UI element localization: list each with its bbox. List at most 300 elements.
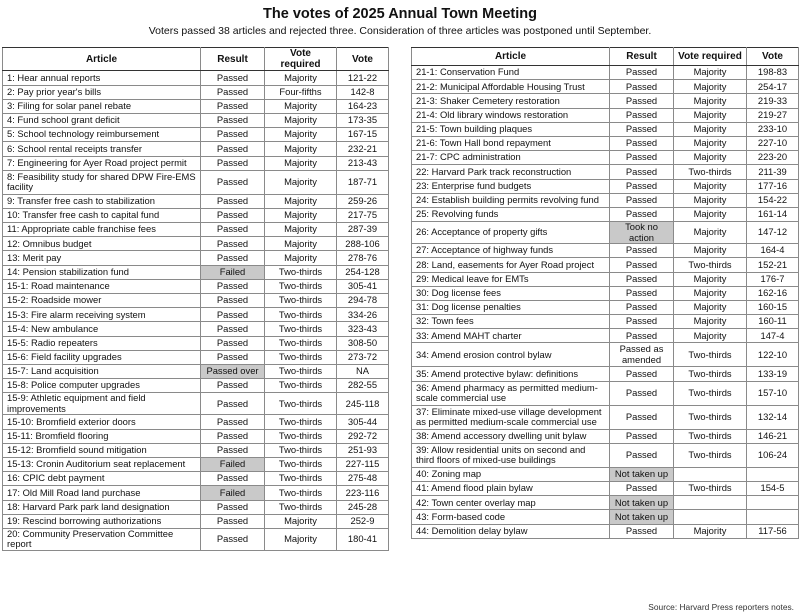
article-cell: 38: Amend accessory dwelling unit bylaw [412,429,610,443]
vote-cell: 167-15 [337,128,389,142]
article-cell: 41: Amend flood plain bylaw [412,482,610,496]
vote-required-cell: Two-thirds [674,165,747,179]
table-row [412,165,799,179]
article-cell: 15-10: Bromfield exterior doors [3,415,201,429]
table-row [412,429,799,443]
table-row [3,393,389,415]
header-article: Article [412,48,610,66]
vote-required-cell: Two-thirds [674,405,747,429]
table-row [3,429,389,443]
article-cell: 1: Hear annual reports [3,71,201,85]
vote-required-cell: Two-thirds [674,429,747,443]
vote-required-cell: Majority [674,286,747,300]
table-row [3,142,389,156]
result-cell: Passed [201,128,265,142]
article-cell: 6: School rental receipts transfer [3,142,201,156]
article-cell: 21-2: Municipal Affordable Housing Trust [412,80,610,94]
table-header-row [3,48,389,71]
article-cell: 21-7: CPC administration [412,151,610,165]
vote-cell: 305-41 [337,279,389,293]
article-cell: 24: Establish building permits revolving fund [412,193,610,207]
table-row [412,122,799,136]
result-cell: Passed [201,443,265,457]
article-cell: 15-1: Road maintenance [3,279,201,293]
result-cell: Passed [610,315,674,329]
table-row [3,472,389,486]
table-row [3,251,389,265]
vote-required-cell: Majority [674,193,747,207]
source-note: Source: Harvard Press reporters notes. [648,602,794,612]
article-cell: 3: Filing for solar panel rebate [3,99,201,113]
result-cell: Passed [610,151,674,165]
vote-required-cell: Two-thirds [265,429,337,443]
votes-table-left [2,47,389,551]
result-cell: Passed [610,443,674,467]
vote-cell: 133-19 [747,367,799,381]
table-row [3,128,389,142]
vote-cell: 213-43 [337,156,389,170]
vote-required-cell: Four-fifths [265,85,337,99]
vote-required-cell: Majority [674,151,747,165]
vote-cell: 173-35 [337,113,389,127]
vote-cell: 251-93 [337,443,389,457]
vote-cell: 219-33 [747,94,799,108]
header-article: Article [3,48,201,71]
header-vote-required: Vote required [265,48,337,71]
vote-required-cell: Two-thirds [265,364,337,378]
article-cell: 15-4: New ambulance [3,322,201,336]
vote-required-cell: Two-thirds [265,443,337,457]
vote-cell: 252-9 [337,514,389,528]
article-cell: 13: Merit pay [3,251,201,265]
table-row [3,85,389,99]
result-cell: Passed [201,528,265,550]
result-cell: Passed [610,94,674,108]
article-cell: 31: Dog license penalties [412,300,610,314]
article-cell: 5: School technology reimbursement [3,128,201,142]
table-row [3,99,389,113]
article-cell: 16: CPIC debt payment [3,472,201,486]
vote-cell: 219-27 [747,108,799,122]
vote-required-cell: Majority [674,244,747,258]
result-cell: Passed [201,429,265,443]
table-row [3,528,389,550]
result-cell: Passed [201,514,265,528]
result-cell: Passed [610,405,674,429]
result-cell: Passed [610,381,674,405]
article-cell: 28: Land, easements for Ayer Road project [412,258,610,272]
vote-cell: 334-26 [337,308,389,322]
table-row [412,405,799,429]
article-cell: 27: Acceptance of highway funds [412,244,610,258]
article-cell: 23: Enterprise fund budgets [412,179,610,193]
table-row [3,364,389,378]
vote-required-cell: Two-thirds [265,322,337,336]
vote-required-cell: Majority [265,170,337,194]
table-row [412,286,799,300]
result-cell: Passed over [201,364,265,378]
vote-cell: 122-10 [747,343,799,367]
article-cell: 40: Zoning map [412,467,610,481]
table-row [412,482,799,496]
article-cell: 39: Allow residential units on second and third floors of mixed-use buildings [412,443,610,467]
vote-required-cell: Two-thirds [265,350,337,364]
vote-cell: 154-22 [747,193,799,207]
result-cell: Took no action [610,222,674,244]
vote-cell: 233-10 [747,122,799,136]
vote-cell: 147-4 [747,329,799,343]
vote-required-cell: Two-thirds [265,279,337,293]
vote-required-cell: Majority [674,524,747,538]
table-row [412,193,799,207]
vote-required-cell: Two-thirds [265,393,337,415]
article-cell: 10: Transfer free cash to capital fund [3,208,201,222]
vote-required-cell: Two-thirds [265,265,337,279]
table-row [3,223,389,237]
vote-cell: 223-20 [747,151,799,165]
article-cell: 21-4: Old library windows restoration [412,108,610,122]
vote-required-cell: Majority [265,128,337,142]
article-cell: 21-5: Town building plaques [412,122,610,136]
table-row [412,329,799,343]
table-row [3,350,389,364]
result-cell: Passed [201,336,265,350]
result-cell: Passed [610,482,674,496]
table-row [412,343,799,367]
table-row [412,367,799,381]
table-row [412,207,799,221]
vote-required-cell: Two-thirds [265,379,337,393]
vote-required-cell: Two-thirds [265,336,337,350]
result-cell: Failed [201,457,265,471]
table-row [3,486,389,500]
result-cell: Passed [610,193,674,207]
table-row [412,524,799,538]
article-cell: 44: Demolition delay bylaw [412,524,610,538]
article-cell: 17: Old Mill Road land purchase [3,486,201,500]
vote-required-cell [674,496,747,510]
vote-cell: 211-39 [747,165,799,179]
vote-required-cell: Two-thirds [674,343,747,367]
vote-cell: 232-21 [337,142,389,156]
article-cell: 14: Pension stabilization fund [3,265,201,279]
vote-cell: 164-23 [337,99,389,113]
table-row [412,136,799,150]
vote-required-cell: Majority [674,300,747,314]
table-row [3,279,389,293]
result-cell: Passed [610,272,674,286]
vote-cell: 187-71 [337,170,389,194]
result-cell: Passed [610,66,674,80]
vote-cell: 164-4 [747,244,799,258]
vote-required-cell: Majority [674,94,747,108]
table-row [412,108,799,122]
table-row [412,381,799,405]
result-cell: Passed [610,165,674,179]
result-cell: Passed [201,472,265,486]
vote-required-cell: Two-thirds [674,443,747,467]
vote-required-cell: Two-thirds [265,472,337,486]
result-cell: Passed [610,300,674,314]
result-cell: Passed [201,208,265,222]
article-cell: 15-12: Bromfield sound mitigation [3,443,201,457]
vote-required-cell: Two-thirds [674,482,747,496]
article-cell: 15-3: Fire alarm receiving system [3,308,201,322]
table-row [3,514,389,528]
vote-required-cell: Majority [265,194,337,208]
result-cell: Passed [201,251,265,265]
table-row [412,443,799,467]
vote-cell: 259-26 [337,194,389,208]
table-row [412,94,799,108]
vote-required-cell: Two-thirds [265,294,337,308]
header-vote-required: Vote required [674,48,747,66]
vote-required-cell: Two-thirds [265,486,337,500]
table-row [3,457,389,471]
result-cell: Passed [201,294,265,308]
table-row [3,336,389,350]
result-cell: Passed as amended [610,343,674,367]
vote-cell: 152-21 [747,258,799,272]
vote-cell: 121-22 [337,71,389,85]
vote-cell: 142-8 [337,85,389,99]
article-cell: 35: Amend protective bylaw: definitions [412,367,610,381]
vote-cell: 245-118 [337,393,389,415]
table-row [3,294,389,308]
vote-cell: 147-12 [747,222,799,244]
article-cell: 43: Form-based code [412,510,610,524]
article-cell: 7: Engineering for Ayer Road project permit [3,156,201,170]
table-row [3,443,389,457]
vote-cell: 323-43 [337,322,389,336]
article-cell: 32: Town fees [412,315,610,329]
vote-required-cell: Majority [265,237,337,251]
article-cell: 26: Acceptance of property gifts [412,222,610,244]
vote-cell: 227-115 [337,457,389,471]
vote-cell: 154-5 [747,482,799,496]
vote-required-cell: Two-thirds [674,258,747,272]
vote-cell: 217-75 [337,208,389,222]
article-cell: 21-1: Conservation Fund [412,66,610,80]
result-cell: Passed [610,258,674,272]
result-cell: Passed [201,85,265,99]
article-cell: 12: Omnibus budget [3,237,201,251]
vote-cell: 288-106 [337,237,389,251]
article-cell: 33: Amend MAHT charter [412,329,610,343]
vote-required-cell [674,510,747,524]
result-cell: Passed [610,367,674,381]
header-result: Result [610,48,674,66]
article-cell: 15-7: Land acquisition [3,364,201,378]
vote-required-cell: Majority [265,528,337,550]
vote-cell: 287-39 [337,223,389,237]
result-cell: Passed [610,329,674,343]
vote-cell [747,510,799,524]
result-cell: Passed [201,322,265,336]
article-cell: 25: Revolving funds [412,207,610,221]
result-cell: Passed [201,379,265,393]
result-cell: Passed [201,350,265,364]
table-row [412,510,799,524]
vote-cell: 146-21 [747,429,799,443]
article-cell: 15-6: Field facility upgrades [3,350,201,364]
vote-required-cell: Two-thirds [265,308,337,322]
vote-cell: 245-28 [337,500,389,514]
table-row [3,308,389,322]
table-row [3,170,389,194]
table-row [412,66,799,80]
article-cell: 15-8: Police computer upgrades [3,379,201,393]
article-cell: 42: Town center overlay map [412,496,610,510]
result-cell: Passed [201,71,265,85]
vote-cell: 177-16 [747,179,799,193]
vote-required-cell: Majority [265,251,337,265]
vote-required-cell: Majority [674,207,747,221]
article-cell: 8: Feasibility study for shared DPW Fire-EMS facility [3,170,201,194]
article-cell: 2: Pay prior year's bills [3,85,201,99]
article-cell: 15-5: Radio repeaters [3,336,201,350]
result-cell: Passed [610,524,674,538]
vote-required-cell: Majority [674,329,747,343]
table-row [3,500,389,514]
vote-required-cell [674,467,747,481]
vote-cell: 117-56 [747,524,799,538]
header-vote: Vote [747,48,799,66]
result-cell: Passed [610,429,674,443]
vote-required-cell: Majority [674,179,747,193]
result-cell: Passed [201,393,265,415]
article-cell: 9: Transfer free cash to stabilization [3,194,201,208]
vote-required-cell: Majority [674,222,747,244]
result-cell: Failed [201,265,265,279]
article-cell: 36: Amend pharmacy as permitted medium-scale commercial use [412,381,610,405]
result-cell: Not taken up [610,467,674,481]
article-cell: 21-6: Town Hall bond repayment [412,136,610,150]
article-cell: 18: Harvard Park park land designation [3,500,201,514]
vote-cell: 294-78 [337,294,389,308]
result-cell: Passed [201,194,265,208]
vote-cell: 278-76 [337,251,389,265]
vote-cell: 161-14 [747,207,799,221]
vote-cell: 198-83 [747,66,799,80]
vote-required-cell: Two-thirds [674,381,747,405]
table-row [412,80,799,94]
result-cell: Passed [201,156,265,170]
vote-required-cell: Majority [674,272,747,286]
result-cell: Passed [201,279,265,293]
vote-required-cell: Majority [674,66,747,80]
vote-cell: 162-16 [747,286,799,300]
vote-required-cell: Two-thirds [265,500,337,514]
article-cell: 34: Amend erosion control bylaw [412,343,610,367]
page-subtitle: Voters passed 38 articles and rejected three. Consideration of three articles was postponed until September. [148,25,652,37]
vote-cell: 273-72 [337,350,389,364]
vote-cell: 254-128 [337,265,389,279]
vote-cell: 227-10 [747,136,799,150]
vote-required-cell: Majority [674,315,747,329]
votes-table-right [411,47,799,539]
vote-required-cell: Majority [265,113,337,127]
vote-cell: 176-7 [747,272,799,286]
header-vote: Vote [337,48,389,71]
article-cell: 30: Dog license fees [412,286,610,300]
vote-required-cell: Majority [265,208,337,222]
vote-cell: 275-48 [337,472,389,486]
article-cell: 15-9: Athletic equipment and field improvements [3,393,201,415]
vote-cell [747,496,799,510]
vote-required-cell: Majority [674,80,747,94]
table-row [3,237,389,251]
page-title: The votes of 2025 Annual Town Meeting [263,6,537,22]
article-cell: 15-13: Cronin Auditorium seat replacement [3,457,201,471]
vote-cell: 292-72 [337,429,389,443]
table-row [3,265,389,279]
vote-required-cell: Two-thirds [265,415,337,429]
vote-required-cell: Majority [265,99,337,113]
article-cell: 29: Medical leave for EMTs [412,272,610,286]
result-cell: Passed [201,142,265,156]
vote-required-cell: Majority [265,156,337,170]
table-row [412,151,799,165]
table-row [412,244,799,258]
table-row [412,222,799,244]
vote-cell: 254-17 [747,80,799,94]
vote-cell: 106-24 [747,443,799,467]
vote-required-cell: Majority [674,108,747,122]
vote-cell: 132-14 [747,405,799,429]
article-cell: 20: Community Preservation Committee report [3,528,201,550]
table-row [412,467,799,481]
table-row [3,194,389,208]
result-cell: Passed [610,136,674,150]
vote-required-cell: Majority [265,142,337,156]
result-cell: Passed [201,99,265,113]
vote-required-cell: Majority [674,136,747,150]
result-cell: Passed [610,207,674,221]
vote-cell: 157-10 [747,381,799,405]
result-cell: Passed [201,223,265,237]
table-row [3,113,389,127]
vote-required-cell: Majority [674,122,747,136]
vote-cell: 223-116 [337,486,389,500]
result-cell: Passed [201,415,265,429]
table-row [3,208,389,222]
vote-cell: 160-15 [747,300,799,314]
table-row [412,258,799,272]
result-cell: Passed [610,80,674,94]
table-row [412,496,799,510]
result-cell: Passed [201,308,265,322]
result-cell: Passed [201,113,265,127]
table-row [412,179,799,193]
vote-cell: 282-55 [337,379,389,393]
result-cell: Passed [201,237,265,251]
table-row [3,379,389,393]
result-cell: Passed [610,122,674,136]
vote-required-cell: Majority [265,514,337,528]
vote-cell: 308-50 [337,336,389,350]
vote-cell: 180-41 [337,528,389,550]
table-header-row [412,48,799,66]
vote-cell: 305-44 [337,415,389,429]
result-cell: Passed [610,244,674,258]
table-row [412,315,799,329]
article-cell: 22: Harvard Park track reconstruction [412,165,610,179]
article-cell: 19: Rescind borrowing authorizations [3,514,201,528]
result-cell: Passed [201,170,265,194]
article-cell: 37: Eliminate mixed-use village development as permitted medium-scale commercial use [412,405,610,429]
result-cell: Not taken up [610,510,674,524]
